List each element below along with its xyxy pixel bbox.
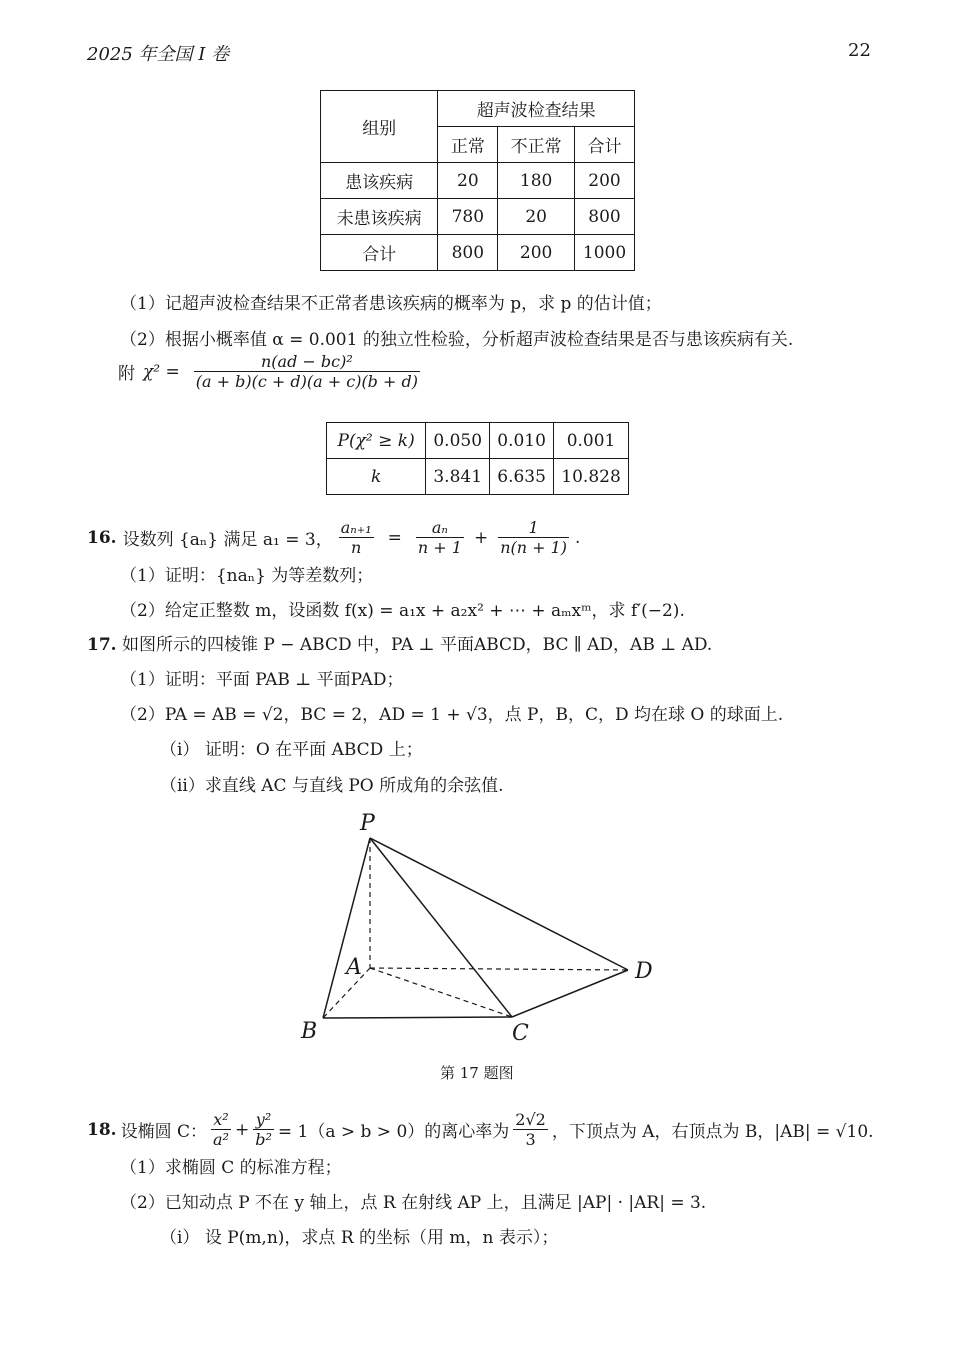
table-cell: 200 [498,235,575,271]
table-corner: 组别 [321,91,438,163]
row-label: 患该疾病 [321,163,438,199]
ultrasound-table [320,90,635,271]
fraction-denominator: b² [255,1130,272,1149]
fraction-denominator: 3 [513,1129,548,1149]
chi-square-fraction [194,352,420,391]
table-cell: 0.001 [554,423,629,459]
fraction-denominator: n + 1 [417,538,462,557]
q18-fraction-x [211,1110,231,1149]
table-row [321,235,635,271]
q16-part2: （2）给定正整数 m，设函数 f(x) = a₁x + a₂x² + ⋯ + aₘxᵐ，求 f′(−2). [120,601,685,621]
table-cell: 800 [438,235,498,271]
fraction-denominator: a² [213,1130,229,1149]
table-cell: 780 [438,199,498,235]
q18-stem [87,1110,874,1149]
vertex-label-A: A [346,955,362,980]
formula-denominator: (a + b)(c + d)(a + c)(b + d) [195,372,418,391]
formula-prefix: 附 [118,364,135,384]
vertex-label-P: P [360,811,375,836]
q18-part1: （1）求椭圆 C 的标准方程； [120,1158,342,1178]
fraction-numerator: aₙ [431,518,448,537]
figure-caption: 第 17 题图 [440,1064,514,1082]
q18-stem-end: ，下顶点为 A，右顶点为 B，|AB| = √10. [551,1122,874,1142]
fraction-denominator: n(n + 1) [500,538,568,557]
table-row [327,423,629,459]
q16-fraction-3 [498,518,569,557]
fraction-denominator: n [339,537,374,557]
formula-numerator: n(ad − bc)² [260,352,353,371]
question-number: 16. [87,527,117,548]
table-row [321,163,635,199]
q18-sub1: （i） 设 P(m,n)，求点 R 的坐标（用 m，n 表示）； [160,1228,559,1248]
q17-part2: （2）PA = AB = √2，BC = 2，AD = 1 + √3，点 P，B，C，D 均在球 O 的球面上. [120,705,784,725]
table-cell: 200 [575,163,635,199]
table-header: 不正常 [498,127,575,163]
row-label: k [327,459,426,495]
fraction-numerator: 1 [528,518,539,537]
table-cell: 800 [575,199,635,235]
q16-fraction-2 [416,518,464,557]
table-header: 正常 [438,127,498,163]
q17-stem [87,630,712,660]
q16-part1: （1）证明：{naₙ} 为等差数列； [120,566,374,586]
fraction-numerator: 2√2 [515,1110,546,1129]
q15-part1: （1）记超声波检查结果不正常者患该疾病的概率为 p，求 p 的估计值； [120,294,662,314]
table-row [327,459,629,495]
vertex-label-B: B [301,1019,318,1044]
critical-value-table [326,422,629,495]
page-number: 22 [848,40,871,61]
q18-stem-middle: = 1（a > b > 0）的离心率为 [277,1122,510,1142]
q16-stem [87,518,580,557]
plus-sign: + [234,1119,250,1140]
row-label: 未患该疾病 [321,199,438,235]
fraction-numerator: y² [255,1110,272,1129]
equals-sign: = [387,527,402,548]
table-cell: 180 [498,163,575,199]
row-label: P(χ² ≥ k) [327,423,426,459]
q17-sub1: （i） 证明：O 在平面 ABCD 上； [160,740,423,760]
chi-square-formula [118,352,420,391]
table-cell: 3.841 [426,459,490,495]
table-cell: 20 [438,163,498,199]
question-number: 17. [87,635,117,655]
q18-stem-text: 设椭圆 C： [120,1122,207,1142]
table-header: 合计 [575,127,635,163]
edge-PD [370,838,628,970]
table-row [321,199,635,235]
edge-PC [370,838,512,1017]
question-number: 18. [87,1119,117,1140]
fraction-numerator: x² [213,1110,229,1129]
table-cell: 1000 [575,235,635,271]
table-cell: 10.828 [554,459,629,495]
q18-fraction-e [513,1110,548,1149]
edge-CD [512,970,628,1017]
q18-part2: （2）已知动点 P 不在 y 轴上，点 R 在射线 AP 上，且满足 |AP| · |AR| = 3. [120,1193,707,1213]
edge-AC [370,968,512,1017]
q16-fraction-1 [339,518,374,557]
header-title: 2025 年全国 I 卷 [87,44,230,65]
row-label: 合计 [321,235,438,271]
q16-stem-text: 设数列 {aₙ} 满足 a₁ = 3， [122,530,333,550]
table-cell: 6.635 [490,459,554,495]
fraction-numerator: aₙ₊₁ [340,518,372,537]
vertex-label-C: C [512,1021,529,1046]
formula-lhs: χ² = [143,361,180,382]
pyramid-figure [290,800,670,1060]
table-cell: 0.010 [490,423,554,459]
table-cell: 20 [498,199,575,235]
q18-fraction-y [253,1110,274,1149]
q17-sub2: （ii）求直线 AC 与直线 PO 所成角的余弦值. [160,776,504,796]
plus-sign: + [473,527,489,548]
edge-AD [370,968,628,970]
table-group-header: 超声波检查结果 [438,91,635,127]
period: . [575,527,581,548]
vertex-label-D: D [635,959,653,984]
edge-PB [323,838,370,1018]
table-cell: 0.050 [426,423,490,459]
q15-part2: （2）根据小概率值 α = 0.001 的独立性检验，分析超声波检查结果是否与患该疾病有关. [120,330,794,350]
q17-stem-text: 如图所示的四棱锥 P − ABCD 中，PA ⊥ 平面ABCD，BC ∥ AD，AB ⊥ AD. [121,635,713,655]
q17-part1: （1）证明：平面 PAB ⊥ 平面PAD； [120,670,404,690]
edge-BC [323,1017,512,1018]
